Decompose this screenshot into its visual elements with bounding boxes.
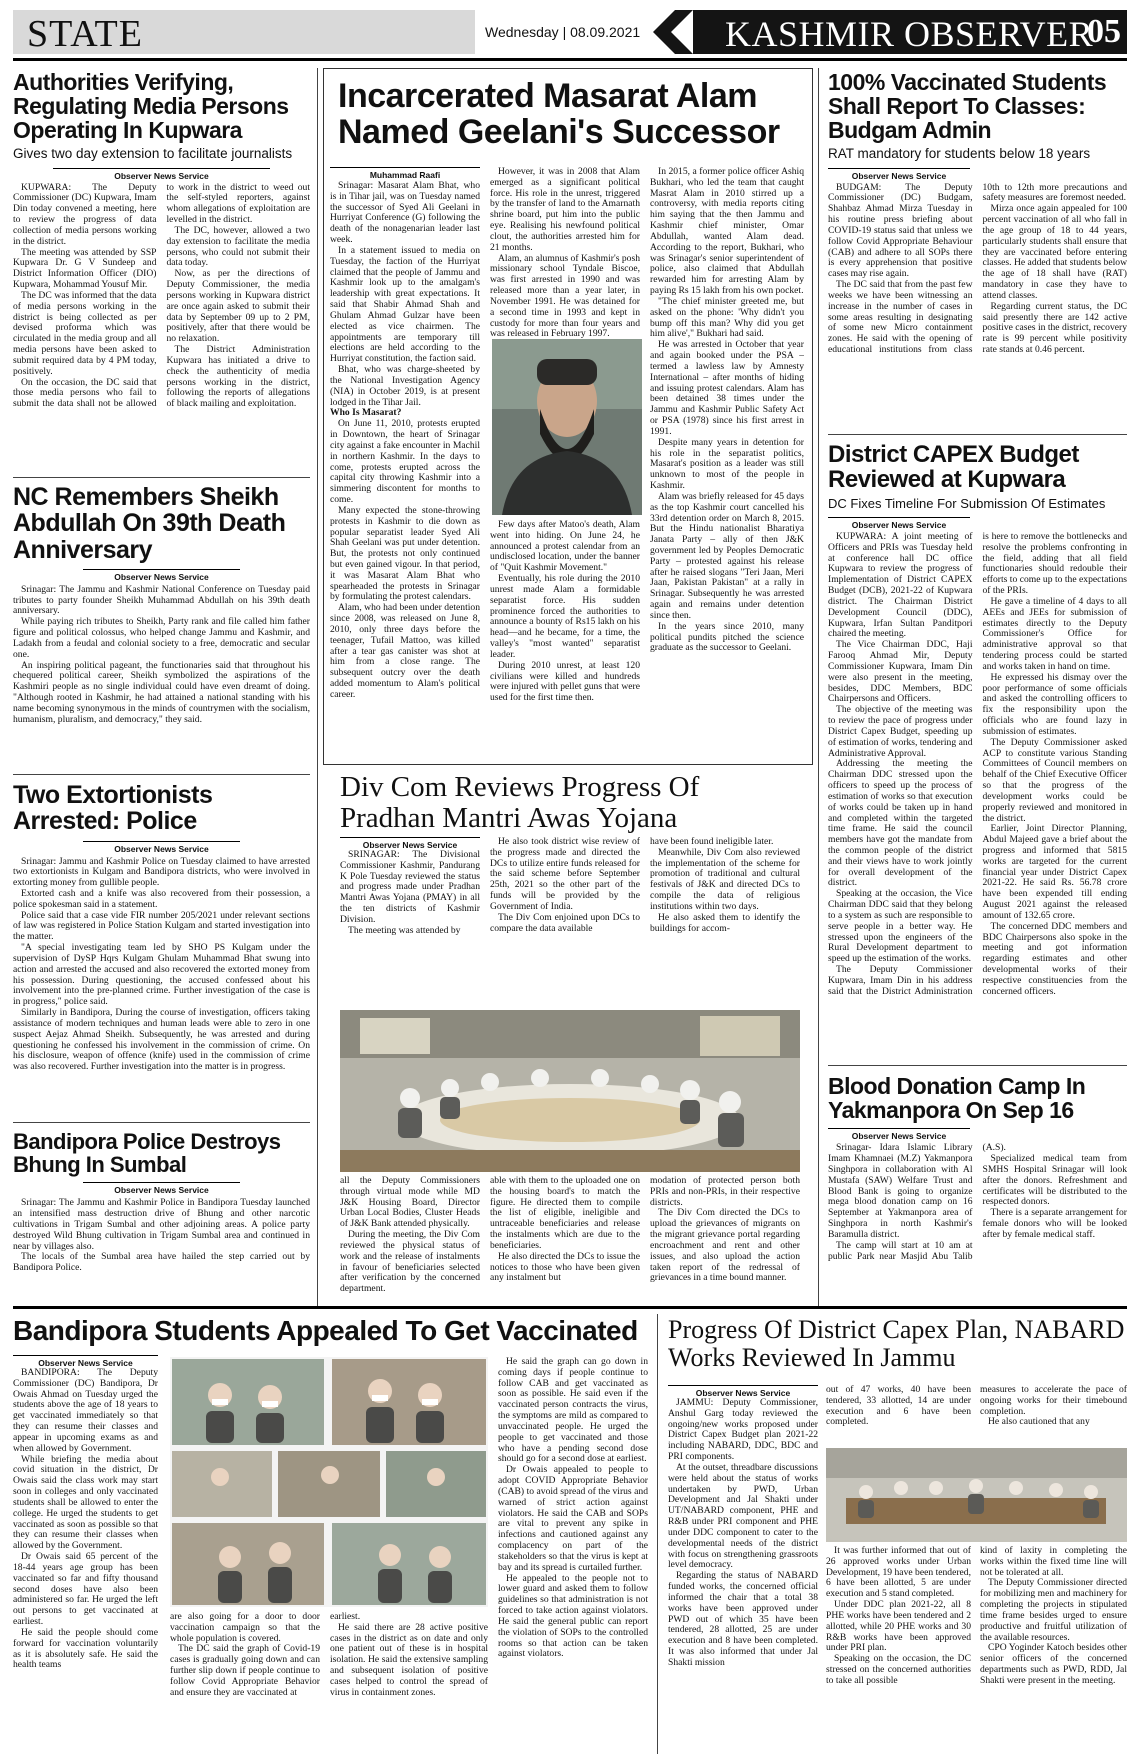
brand-box	[693, 10, 1127, 54]
jammu-body-col1	[668, 1398, 818, 1754]
paragraph: Addressing the meeting the Chairman DDC stressed upon the officers to speed up the process of estimation of works so that execution of works could be taken up in hand and completed within the targeted time frame. He said the council members have got the mandate from the common people of the district and their views have to work jointly for overall development of the district.	[828, 758, 973, 889]
article-capex-jammu	[668, 1316, 1127, 1372]
paragraph: He expressed his dismay over the poor performance of some officials and asked the controlling officers to fix the responsibility upon the officials who are found lazy in submission of estimates.	[982, 671, 1127, 737]
paragraph: Srinagar- Idara Islamic Library Imam Khamnaei (M.Z) Yakmanpora Singhpora in collaboration with Al Mustafa (SAW) Welfare Trust and Blood Bank is going to organize mega blood donation camp on 16 September at Yakmanpora area of Singhpora in north Kashmir's Baramulla district.	[828, 1143, 973, 1240]
jammu-body-col2-top	[826, 1385, 971, 1445]
paragraph: The camp will start at 10 am at public Park near Masjid Abu Talib (A.S).	[828, 1143, 1006, 1262]
paragraph: Srinagar: The Jammu and Kashmir Police in Bandipora Tuesday launched an intensified mass destruction drive of Bhung and other narcotic cultivations in Trigam Sumbal and other adjoining areas. A police party destroyed Wild Bhung cultivation in Trigam Sumbal area and continued in near by villages also.	[13, 1198, 310, 1252]
byline: Observer News Service	[828, 168, 970, 181]
divider	[13, 1122, 310, 1123]
paragraph: "A special investigating team led by SHO PS Kulgam under the supervision of DySP Hqrs Kulgam Ghulam Muhammad Bhat swung into action and arrested the accused and also recovered the extorted money from his possession. During questioning, the accused confessed about his involvement into the pre-planned crime. Further investigation of the case is in progress," police said.	[13, 942, 310, 1008]
paragraph: have been found ineligible later.	[650, 837, 774, 847]
headline: District CAPEX Budget Reviewed at Kupwara	[828, 441, 1079, 494]
headline: NC Remembers Sheikh Abdullah On 39th Death Anniversary	[13, 483, 286, 564]
byline: Observer News Service	[83, 841, 240, 854]
paragraph: KUPWARA: The Deputy Commissioner (DC) Kupwara, Imam Din today convened a meeting, here to review the progress of data collection of media persons working in the district.	[13, 182, 157, 247]
pmay-body-col2-bottom	[490, 1176, 640, 1306]
issue-date: Wednesday | 08.09.2021	[485, 24, 641, 40]
article-body	[828, 183, 1127, 415]
byline: Observer News Service	[668, 1385, 818, 1398]
paragraph: Regarding the status of NABARD funded works, the concerned official informed the chair that a total 38 works have been approved under PWD out of which 35 have been tendered, 28 allotted, 25 are under execution and 8 have been completed. It was also informed that under Jal Shakti mission	[668, 1570, 818, 1668]
paragraph: SRINAGAR: The Divisional Commissioner Kashmir, Pandurang K Pole Tuesday reviewed the status and progress made under Pradhan Mantri Awas Yojana (PMAY) in all the ten districts of Kashmir Division.	[340, 850, 480, 925]
paragraph: Under DDC plan 2021-22, all 8 PHE works have been tendered and 2 allotted, while 20 PHE works and 30 R&B works have been approved under PRI plan.	[826, 1599, 971, 1654]
paragraph: Speaking at the occasion, the Vice Chairman DDC said that they belong to a system as such are responsible to serve people in a better way. He stressed upon the engineers of the Rural Development department to speed up the estimation of the works.	[828, 888, 973, 965]
paragraph: The Div Com enjoined upon DCs to compare the data available	[490, 911, 640, 934]
paragraph: He appealed to the people not to lower guard and asked them to follow guidelines so that administration is not forced to take action against violators. He said the general public can report the violation of SOPs to the controlled rooms so that action can be taken against violators.	[498, 1572, 648, 1660]
paragraph: The District Administration Kupwara has initiated a drive to check the authenticity of media persons working in the district, following the reports of allegations of black mailing and exploitation.	[166, 344, 310, 410]
article-nc-sheikh	[13, 484, 310, 733]
paragraph: Specialized medical team from SMHS Hospital Srinagar will look after the donors. Refreshment and certificates will be distributed to the respected donors.	[982, 1153, 1127, 1208]
headline: Bandipora Students Appealed To Get Vaccinated	[13, 1315, 638, 1346]
meeting-illustration	[340, 1010, 800, 1172]
paragraph: The meeting was attended by SSP Kupwara Dr. G V Sundeep and District Information Officer (DIO) Kupwara, Mohammad Yousuf Mir.	[13, 246, 157, 291]
paragraph: Alam was briefly released for 45 days as the top Kashmir court cancelled his 33rd detention order on March 8, 2015. But the Hindu nationalist Bharatiya Janata Party – ally of then J&K government led by Peoples Democratic Party – protested against his release after he raised slogans "Teri Jaan, Meri Jaan, Pakistan Pakistan" at a rally in Srinagar. Subsequently he was arrested again and remains under detention since then.	[650, 490, 804, 621]
byline: Observer News Service	[83, 1182, 240, 1195]
jammu-body-col3-bottom	[980, 1546, 1127, 1754]
subhead: Who Is Masarat?	[330, 407, 402, 419]
paragraph: In 2015, a former police officer Ashiq Bukhari, who led the team that caught Masrat Alam in 2010 stirred up a controversy, with media reports citing him saying that the then Jammu and Kashmir chief minister, Omar Abdullah, wanted Alam dead. According to the report, Bukhari, who was Srinagar's senior superintendent of police, also claimed that Abdullah rewarded him for arresting Alam by paying Rs 15 lakh from his own pocket.	[650, 167, 804, 297]
paragraph: The DC, however, allowed a two day extension to facilitate the media persons, who could not submit their data today.	[166, 224, 310, 269]
article-bandipora-vax	[13, 1316, 648, 1345]
paragraph: kind of laxity in completing the works within the fixed time line will not be tolerated at all.	[980, 1546, 1127, 1578]
paragraph: all the Deputy Commissioners through virtual mode while MD J&K Housing Board, Director Urban Local Bodies, Cluster Heads of J&K Bank attended physically.	[340, 1176, 480, 1230]
paragraph: Dr Owais appealed to people to adopt COVID Appropriate Behavior (CAB) to avoid spread of the virus and warned of strict action against violators. He said the CAB and SOPs are vital to prevent any spike in infections and cautioned against any complacency on part of the stakeholders so that the virus is kept at bay and its spread is curtailed further.	[498, 1464, 648, 1573]
paragraph: Srinagar: The Jammu and Kashmir National Conference on Tuesday paid tributes to party founder Sheikh Muhammad Abdullah on his 39th death anniversary.	[13, 584, 310, 617]
paragraph: Alam, who had been under detention since 2008, was released on June 8, 2010, only three days before the teenager, Tufail Mattoo, was killed after a tear gas canister was shot at him from a close range. The subsequent outcry over the death added momentum to Alam's political career.	[330, 602, 480, 700]
paragraph: Many expected the stone-throwing protests in Kashmir to die down as popular separatist leader Syed Ali Shah Geelani was put under detention. But, the protests not only continued but even gained vigour. In that period, it was Masarat Alam Bhat who spearheaded the protests in Srinagar by formulating the protest calendars.	[330, 504, 480, 603]
article-extortionists	[13, 782, 310, 1112]
paragraph: He also asked them to identify the buildings for accom-	[650, 911, 800, 934]
byline: Observer News Service	[13, 1355, 158, 1368]
paragraph: He said the graph can go down in coming days if people continue to follow CAB and get vaccinated as soon as possible. He said even if the vaccinated person contracts the virus, the symptoms are mild as compared to unvaccinated people. He urged the people to get vaccinated and those who have a pending second dose should go for a second dose at earliest.	[498, 1357, 648, 1465]
divider	[828, 434, 1127, 435]
pmay-body-col1	[340, 850, 480, 1010]
paragraph: JAMMU: Deputy Commissioner, Anshul Garg today reviewed the ongoing/new works proposed under District Capex Budget plan 2021-22 including NABARD, DDC, BDC and PRI components.	[668, 1398, 818, 1463]
paragraph: earliest.	[330, 1612, 361, 1622]
pmay-body-col3-bottom	[650, 1176, 800, 1306]
header-rule	[13, 58, 1127, 61]
deck: Gives two day extension to facilitate journalists	[13, 146, 293, 162]
article-pmay	[340, 772, 800, 835]
section-rule	[13, 1306, 1127, 1309]
meeting-photo	[340, 1010, 800, 1172]
byline: Observer News Service	[828, 1128, 970, 1141]
paragraph: There is a separate arrangement for female donors who will be looked after by female medical staff.	[982, 1207, 1127, 1240]
byline: Observer News Service	[828, 517, 970, 530]
paragraph: Meanwhile, Div Com also reviewed the implementation of the scheme for promotion of traditional and cultural festivals of J&K and directed DCs to compile the data of religious institutions within two days.	[650, 846, 800, 912]
paragraph: He also took district wise review of the progress made and directed the DCs to utilize entire funds released for the said scheme before September 25th, 2021 so the other part of the funds will be provided by the Government of India.	[490, 837, 640, 912]
collage-photo	[170, 1357, 488, 1607]
masthead	[13, 10, 1127, 54]
headline: Blood Donation Camp In Yakmanpora On Sep 16	[828, 1073, 1086, 1124]
vax-body-col4	[498, 1357, 648, 1753]
paragraph: He was arrested in October that year and again booked under the PSA – termed a lawless law by Amnesty International – after months of hiding and issuing protest calendars. Alam has been detained 38 times under the Jammu and Kashmir Public Safety Act or PSA (1978) since his first arrest in 1991.	[650, 339, 804, 437]
paragraph: The Div Com directed the DCs to upload the grievances of migrants on the migrant grievance portal regarding encroachment and rent and other issues, and also upload the action taken report of the redressal of grievances in a time bound manner.	[650, 1207, 800, 1284]
article-bhung	[13, 1130, 310, 1276]
pmay-body-col3	[650, 837, 800, 1007]
brand-name: KASHMIR OBSERVER	[725, 14, 1094, 54]
collage-illustration	[170, 1357, 488, 1607]
paragraph: The objective of the meeting was to review the pace of progress under District Capex Budget, speeding up of estimation of works, tendering and Administrative Approval.	[828, 704, 973, 759]
divider	[13, 477, 310, 478]
paragraph: The locals of the Sumbal area have hailed the step carried out by Bandipora Police.	[13, 1251, 310, 1274]
article-blood	[828, 1074, 1127, 1291]
paragraph: able with them to the uploaded one on the housing board's to match the figure. He directed them to compile the list of eligible, ineligible and untraceable beneficiaries and release the instalments which are due to the beneficiaries.	[490, 1176, 640, 1251]
paragraph: The DC said that from the past few weeks we have been witnessing an increase in the number of cases in some areas resulting in designating of some new Micro containment zones. He said with the opening of educational institutions from class 10th to 12th more precautions and safety measures are foremost needed.	[828, 182, 1127, 356]
deck: DC Fixes Timeline For Submission Of Estimates	[828, 496, 1106, 512]
article-body-col2-bottom	[490, 520, 640, 758]
column-rule	[657, 1314, 658, 1754]
paragraph: Despite many years in detention for his role in the separatist politics, Masarat's position as a leader was still unknown to most of the people in Kashmir.	[650, 436, 804, 492]
paragraph: out of 47 works, 40 have been tendered, 33 allotted, 14 are under execution and 6 have been completed.	[826, 1385, 971, 1428]
paragraph: He said there are 28 active positive cases in the district as on date and only one patient out of these is in hospital isolation. He said the extensive sampling and subsequent isolation of positive cases helped to control the spread of virus in containment zones.	[330, 1621, 488, 1698]
paragraph: are also going for a door to door vaccination campaign so that the whole population is covered.	[170, 1612, 320, 1644]
article-budgam	[828, 70, 1127, 415]
column-rule	[818, 68, 819, 1306]
paragraph: Now, as per the directions of Deputy Commissioner, the media persons working in Kupwara district are once again asked to submit their data by September 09 up to 2 PM, positively, after that there would be no relaxation.	[166, 268, 310, 345]
paragraph: Extorted cash and a knife was also recovered from their possession, a police spokesman said in a statement.	[13, 887, 310, 910]
paragraph: Police said that a case vide FIR number 205/2021 under relevant sections of law was registered in Police Station Kulgam and started investigation into the matter.	[13, 909, 310, 943]
paragraph: While paying rich tributes to Sheikh, Party rank and file called him father figure and political colossus, who helped change Jammu and Kashmir, and Ladakh from a feudal and colonial society to a free, democratic and secular one.	[13, 616, 310, 660]
paragraph: CPO Yoginder Katoch besides other senior officers of the concerned departments such as PWD, RDD, Jal Shakti were present in the meeting.	[980, 1642, 1127, 1686]
paragraph: Few days after Matoo's death, Alam went into hiding. On June 24, he announced a protest calendar from an undisclosed location, under the banner of "Quit Kashmir Movement."	[490, 520, 640, 574]
paragraph: On the occasion, the DC said that those media persons who fail to submit the data shall not be allowed to work in the district to weed out the self-styled reporters, against whom allegations of exploitation are levelled in the district.	[13, 182, 310, 410]
paragraph: The meeting was attended by	[348, 924, 461, 936]
paragraph: The concerned DDC members and BDC Chairpersons also spoke in the meeting and got information regarding estimates and other developmental works of their respective constituencies from the concerned officers.	[982, 920, 1127, 997]
headline: 100% Vaccinated Students Shall Report To Classes: Budgam Admin	[828, 69, 1107, 144]
pmay-body-col2	[490, 837, 640, 1007]
article-body	[13, 857, 310, 1112]
column-rule	[317, 68, 318, 1306]
meeting-photo	[826, 1448, 1127, 1542]
headline: Authorities Verifying, Regulating Media Persons Operating In Kupwara	[13, 69, 289, 144]
paragraph: Eventually, his role during the 2010 unrest made Alam a formidable separatist force. His sudden prominence forced the authorities to announce a bounty of Rs15 lakh on his head—and he became, for a time, the valley's "most wanted" separatist leader.	[490, 573, 640, 660]
portrait-illustration	[492, 339, 642, 515]
paragraph: Srinagar: Jammu and Kashmir Police on Tuesday claimed to have arrested two extortionists in Kulgam and Bandipora districts, who were involved in extorting money from gullible people.	[13, 856, 310, 889]
paragraph: He gave a timeline of 4 days to all AEEs and JEEs for submission of estimates directly to the Deputy Commissioner's Office for administrative approval so that tendering process could be started and works taken in hand on time.	[982, 595, 1127, 672]
vax-body-col1	[13, 1368, 158, 1753]
article-body	[828, 532, 1127, 1047]
paragraph: He also cautioned that any	[988, 1416, 1090, 1428]
article-capex-kupwara	[828, 442, 1127, 1047]
meeting-illustration	[826, 1448, 1127, 1542]
paragraph: Speaking on the occasion, the DC stressed on the concerned authorities to take all possible	[826, 1653, 971, 1686]
byline: Observer News Service	[340, 837, 480, 850]
paragraph: In the years since 2010, many political pundits pitched the science graduate as the successor to Geelani.	[650, 620, 804, 654]
paragraph: Regarding current status, the DC said presently there are 142 active positive cases in the district, recovery rate is 99 percent while positivity rate stands at 0.46 percent.	[982, 300, 1127, 356]
article-body-col3	[650, 167, 804, 757]
paragraph: During 2010 unrest, at least 120 civilians were killed and hundreds were injured with pellet guns that were used for the first time then.	[490, 659, 640, 704]
article-body	[828, 1143, 1127, 1291]
paragraph: Alam, an alumnus of Kashmir's posh missionary school Tyndale Biscoe, was first arrested in 1990 and was released more than a year later, in November 1991. He was detained for a second time in 1993 and kept in custody for more than four years and was released in February 1997.	[490, 252, 640, 340]
paragraph: The DC said the graph of Covid-19 cases is gradually going down and can further slip down if people continue to follow Covid Appropriate Behavior and ensure they are vaccinated at	[170, 1643, 320, 1698]
headline: Incarcerated Masarat Alam Named Geelani's Successor	[338, 77, 780, 151]
portrait-photo	[492, 339, 642, 515]
jammu-body-col2-bottom	[826, 1546, 971, 1754]
paragraph: In a statement issued to media on Tuesday, the faction of the Hurriyat claimed that the people of Jammu and Kashmir look up to the amalgam's leadership with great expectations. It said that Shabir Ahmad Shah and Ghulam Ahmad Gulzar have been elected as vice chairmen. The appointments are temporary till elections are held according to the Hurriyat constitution, the faction said.	[330, 244, 480, 365]
headline: Div Com Reviews Progress Of Pradhan Mantri Awas Yojana	[340, 771, 700, 835]
article-body	[13, 183, 310, 451]
paragraph: The DC was informed that the data of media persons working in the district is being collected as per devised proforma which was circulated in the media group and all media persons have been asked to submit required data by 4 PM today, positively.	[13, 289, 157, 377]
pmay-body-col1-bottom	[340, 1176, 480, 1306]
paragraph: While briefing the media about covid situation in the district, Dr Owais said the class work may start soon in colleges and only vaccinated students shall be allowed to enter the college. He urged the students to get vaccinated as soon as possible so that they can resume their classes when allowed by the Government.	[13, 1453, 158, 1552]
paragraph: At the outset, threadbare discussions were held about the status of works undertaken by PWD, Urban Development and Jal Shakti under UT/NABARD component, PHE and R&B under PRI component and PHE under DDC component to cater to the developmental needs of the district with focus on strengthening grassroots level democracy.	[668, 1461, 818, 1571]
article-body-col1	[330, 181, 480, 756]
paragraph: KUPWARA: A joint meeting of Officers and PRIs was Tuesday held at conference hall DC office Kupwara to review the progress of Implementation of District CAPEX Budget (DCB), 2021-22 of Kupwara district. The Chairman District Development Council (DDC), Kupwara, Irfan Sultan Panditpori chaired the meeting.	[828, 531, 973, 640]
byline: Observer News Service	[53, 168, 270, 181]
article-kupwara-media	[13, 70, 310, 451]
paragraph: modation of protected person both PRIs and non-PRIs, in their respective districts.	[650, 1176, 800, 1208]
vax-body-col2-bottom	[170, 1612, 320, 1754]
paragraph: It was further informed that out of 26 approved works under Urban Development, 19 have been tendered, 6 have been allotted, 5 are under execution and 5 stand completed.	[826, 1546, 971, 1600]
paragraph: Earlier, Joint Director Planning, Abdul Majeed gave a brief about the progress and informed that 5815 works are targeted for the current financial year under District Capex 2021-22. He said Rs. 56.78 crore have been expended till ending August 2021 against the released amount of 132.65 crore.	[982, 823, 1127, 921]
byline: Observer News Service	[83, 569, 240, 582]
divider	[828, 1065, 1127, 1066]
paragraph: However, it was in 2008 that Alam emerged as a significant political force. His role in the unrest, triggered by the transfer of land to the Amarnath shrine board, put him into the public eye. Realising his newfound political clout, the authorities arrested him for 21 months.	[490, 167, 640, 253]
paragraph: Similarly in Bandipora, During the course of investigation, officers taking assistance of modern techniques and human leads were able to zero in one suspect Aejaz Ahmad Sheikh. Subsequently, he was arrested and during questioning he confessed his involvement in the commission of crime. On his disclosure, weapon of offence (knife) used in the commission of crime was also recovered. Further investigation into the matter is in progress.	[13, 1007, 310, 1073]
paragraph: BUDGAM: The Deputy Commissioner (DC) Budgam, Shahbaz Ahmad Mirza Tuesday in his routine press briefing about COVID-19 status said that unless we follow Covid Appropriate Behaviour (CAB) and adhere to all SOPs there is every apprehension that positive cases may rise again.	[828, 182, 973, 280]
paragraph: The Deputy Commissioner Kupwara, Imam Din in his address said that the District Administration is here to remove the bottlenecks and resolve the problems confronting in the field, adding that all field functionaries should redouble their efforts to come up to the expectations of the PRIs.	[828, 531, 1127, 997]
paragraph: On June 11, 2010, protests erupted in Downtown, the heart of Srinagar city against a fake encounter in Machil in northern Kashmir. In the days to come, protests erupted across the capital city throwing Kashmir into a simmering discontent for months to come.	[330, 418, 480, 506]
paragraph: The Vice Chairman DDC, Haji Farooq Ahmad Mir, Deputy Commissioner Kupwara, Imam Din were also present in the meeting, besides, DDC Members, BDC Chairpersons and Officers.	[828, 639, 973, 705]
headline: Two Extortionists Arrested: Police	[13, 781, 213, 836]
paragraph: "The chief minister greeted me, but asked on the phone: 'Why didn't you bump off this man? Why did you get him alive'," Bukhari had said.	[650, 295, 804, 340]
paragraph: Srinagar: Masarat Alam Bhat, who is in Tihar jail, was on Tuesday named the successor of Syed Ali Geelani in Hurriyat Conference (G) following the death of the nonagenarian leader last week.	[330, 181, 480, 246]
paragraph: An inspiring political pageant, the functionaries said that throughout his chequered political career, Sheikh symbolized the aspirations of the Kashmiri people as no single individual could have even dreamt of doing. "Although rooted in Kashmir, he had attained a national standing with his name becoming synonymous in the minds of countrymen with the socialism, humanism, pluralism, and democracy," they said.	[13, 659, 310, 725]
byline: Muhammad Raafi	[330, 167, 480, 180]
jammu-body-col3-top	[980, 1385, 1127, 1445]
headline: Bandipora Police Destroys Bhung In Sumbal	[13, 1129, 281, 1178]
article-body	[13, 1198, 310, 1276]
paragraph: Mirza once again appealed for 100 percent vaccination of all who fall in the age group of 18 to 44 years, particularly students shall ensure that they are vaccinated before entering classes. He added that students below the age of 18 shall have (RAT) mandatory in case they have to attend classes.	[982, 203, 1127, 301]
section-label: STATE	[27, 13, 143, 55]
deck: RAT mandatory for students below 18 years	[828, 146, 1091, 162]
page-number: 05	[1087, 13, 1121, 50]
article-masarat	[323, 68, 813, 765]
paragraph: He also directed the DCs to issue the notices to those who have been given any instalment but	[490, 1250, 640, 1284]
paragraph: measures to accelerate the pace of ongoing works for their timebound completion.	[980, 1385, 1127, 1417]
paragraph: Dr Owais said 65 percent of the 18-44 years age group has been vaccinated so far and fifty thousand second doses have also been administered so far. He urged the left out persons to get vaccinated at earliest.	[13, 1551, 158, 1628]
paragraph: He said the people should come forward for vaccination voluntarily as it is absolutely safe. He said the health teams	[13, 1626, 158, 1671]
paragraph: The Deputy Commissioner asked ACP to constitute various Standing Committees of Council members on behalf of the Chief Executive Officer so that the progress of the development works could be properly reviewed and monitored in the district.	[982, 736, 1127, 824]
paragraph: BANDIPORA: The Deputy Commissioner (DC) Bandipora, Dr Owais Ahmad on Tuesday urged the students above the age of 18 years to get vaccinated immediately so that they can resume their classes and appear in upcoming exams as and when allowed by Government.	[13, 1368, 158, 1454]
article-body	[13, 585, 310, 733]
headline: Progress Of District Capex Plan, NABARD Works Reviewed In Jammu	[668, 1315, 1125, 1373]
paragraph: Bhat, who was charge-sheeted by the National Investigation Agency (NIA) in October 2019, is at present lodged in the Tihar Jail.	[330, 364, 480, 408]
vax-body-col3-bottom	[330, 1612, 488, 1754]
paragraph: During the meeting, the Div Com reviewed the physical status of work and the release of instalments in favour of beneficiaries selected after verification by the concerned department.	[340, 1229, 480, 1295]
paragraph: The Deputy Commissioner directed for mobilizing men and machinery for completing the projects in stipulated time frame besides urged to ensure productive and fruitful utilization of the available resources.	[980, 1577, 1127, 1643]
chevron-icon	[653, 10, 693, 54]
divider	[13, 774, 310, 775]
